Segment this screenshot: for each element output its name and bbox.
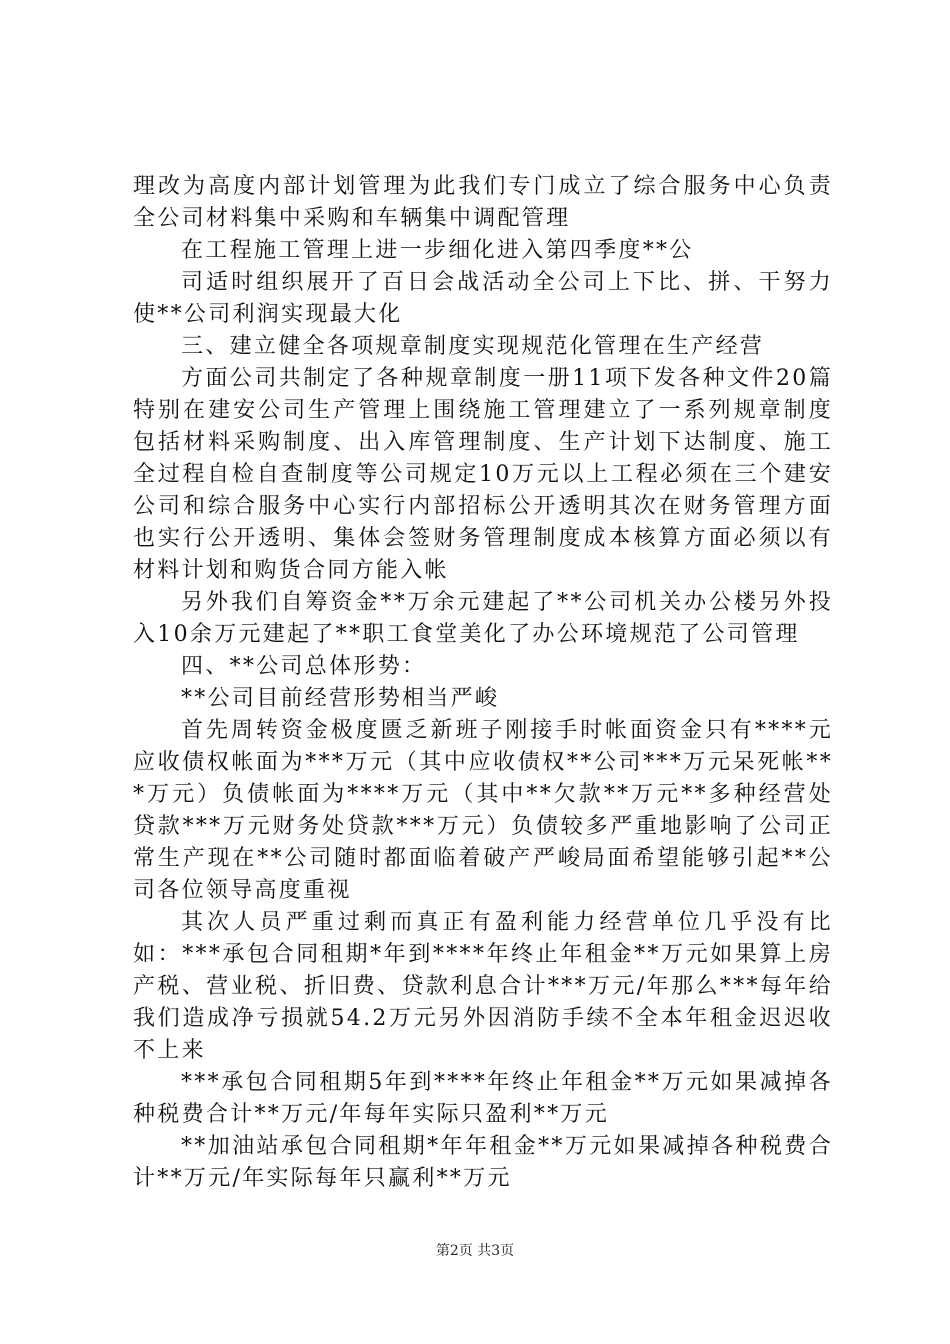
paragraph-5: 方面公司共制定了各种规章制度一册11项下发各种文件20篇特别在建安公司生产管理上围绕施工管理建立了一系列规章制度包括材料采购制度、出入库管理制度、生产计划下达制度、施工全过程自检自查制度等公司规定10万元以上工程必须在三个建安公司和综合服务中心实行内部招标公开透明其次在财务管理方面也实行公开透明、集体会签财务管理制度成本核算方面必须以有材料计划和购货合同方能入帐 xyxy=(133,366,833,583)
page-number-footer: 第2页 共3页 xyxy=(435,1243,515,1259)
paragraph-11: ***承包合同租期5年到****年终止年租金**万元如果减掉各种税费合计**万元/年每年实际只盈利**万元 xyxy=(133,1070,833,1127)
document-body xyxy=(133,171,833,1195)
paragraph-2: 在工程施工管理上进一步细化进入第四季度**公 xyxy=(181,238,694,263)
paragraph-10: 其次人员严重过剩而真正有盈利能力经营单位几乎没有比如：***承包合同租期*年到****年终止年租金**万元如果算上房产税、营业税、折旧费、贷款利息合计***万元/年那么***每年给我们造成净亏损就54.2万元另外因消防手续不全本年租金迟迟收不上来 xyxy=(133,910,833,1063)
section-heading-4: 四、**公司总体形势： xyxy=(181,654,427,679)
paragraph-6: 另外我们自筹资金**万余元建起了**公司机关办公楼另外投入10余万元建起了**职工食堂美化了办公环境规范了公司管理 xyxy=(133,590,833,647)
section-heading-3: 三、建立健全各项规章制度实现规范化管理在生产经营 xyxy=(181,334,765,359)
paragraph-3: 司适时组织展开了百日会战活动全公司上下比、拼、干努力使**公司利润实现最大化 xyxy=(133,270,833,327)
paragraph-12: **加油站承包合同租期*年年租金**万元如果减掉各种税费合计**万元/年实际每年只赢利**万元 xyxy=(133,1134,833,1191)
paragraph-8: **公司目前经营形势相当严峻 xyxy=(181,686,500,711)
paragraph-9: 首先周转资金极度匮乏新班子刚接手时帐面资金只有****元应收债权帐面为***万元（其中应收债权**公司***万元呆死帐***万元）负债帐面为****万元（其中**欠款**万元**多种经营处贷款***万元财务处贷款***万元）负债较多严重地影响了公司正常生产现在**公司随时都面临着破产严峻局面希望能够引起**公司各位领导高度重视 xyxy=(133,718,833,903)
paragraph-1: 理改为高度内部计划管理为此我们专门成立了综合服务中心负责全公司材料集中采购和车辆集中调配管理 xyxy=(133,174,833,231)
